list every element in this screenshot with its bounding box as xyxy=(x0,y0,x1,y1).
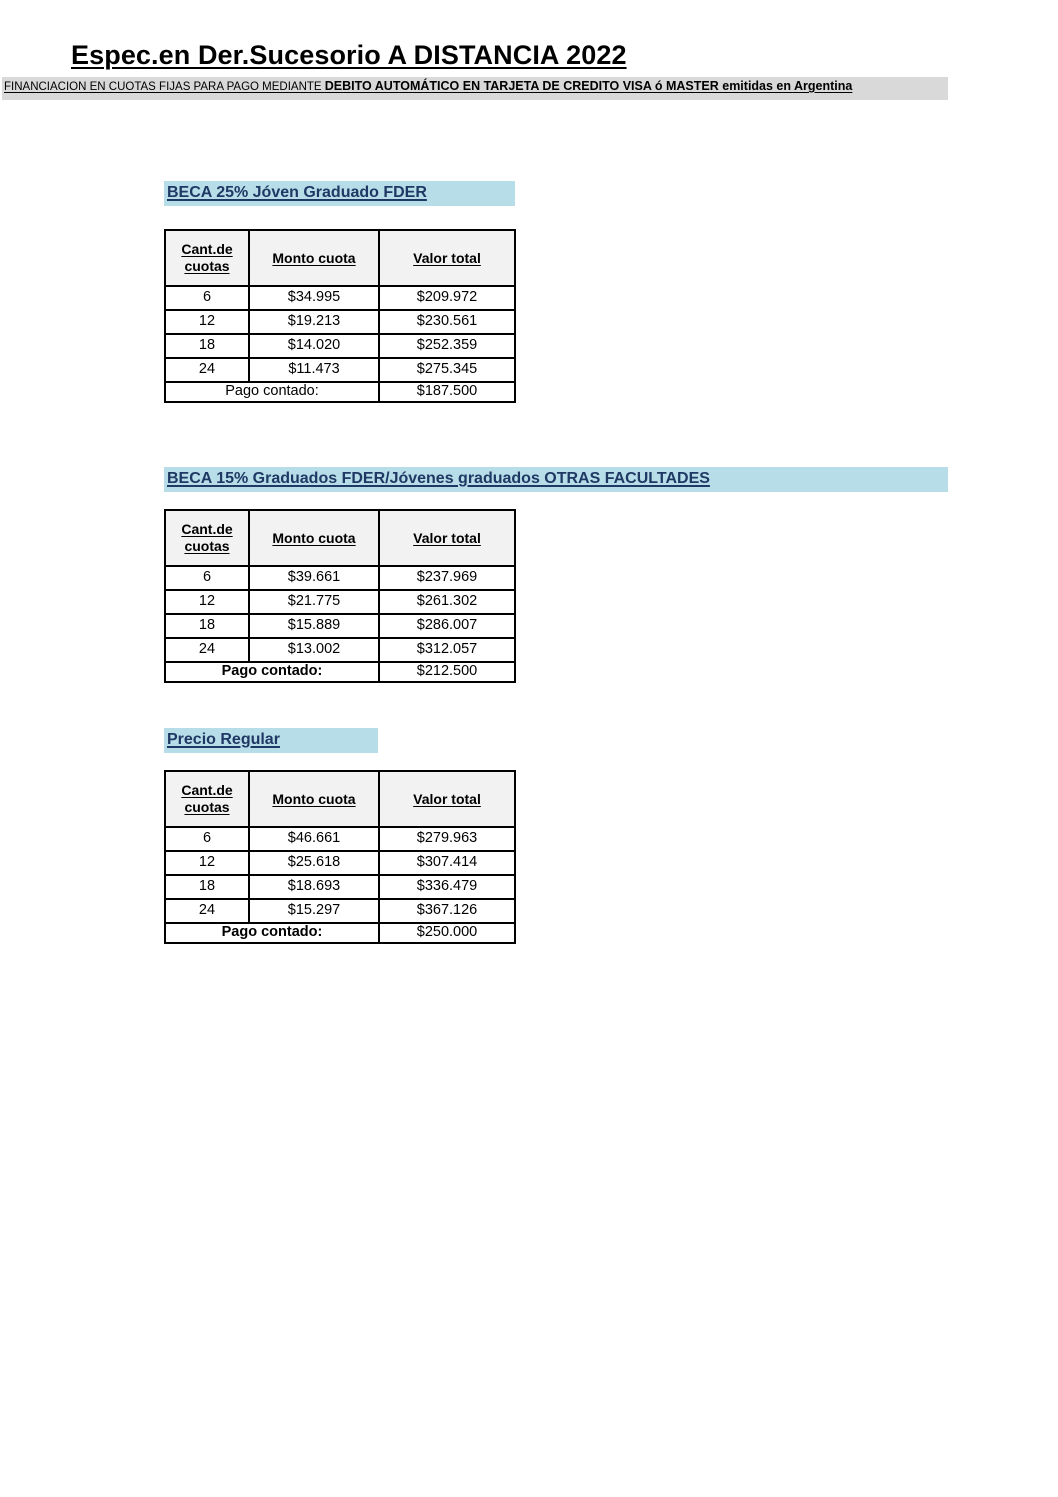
table-cell: $39.661 xyxy=(249,566,379,590)
contado-label: Pago contado: xyxy=(165,382,379,402)
table-cell: 24 xyxy=(165,899,249,923)
table-row xyxy=(165,827,515,851)
table-row xyxy=(165,875,515,899)
table-row xyxy=(165,851,515,875)
table-cell: 12 xyxy=(165,851,249,875)
contado-value: $187.500 xyxy=(379,382,515,402)
column-header-total: Valor total xyxy=(379,510,515,566)
table-cell: 18 xyxy=(165,334,249,358)
table-row xyxy=(165,286,515,310)
table-cell: $25.618 xyxy=(249,851,379,875)
section-heading-beca-15: BECA 15% Graduados FDER/Jóvenes graduados OTRAS FACULTADES xyxy=(164,467,948,492)
installment-table-beca-25 xyxy=(164,229,516,403)
table-cell: $286.007 xyxy=(379,614,515,638)
table-cell: 24 xyxy=(165,358,249,382)
contado-row xyxy=(165,923,515,943)
table-cell: 12 xyxy=(165,310,249,334)
column-header-monto: Monto cuota xyxy=(249,510,379,566)
subtitle-bold-text: DEBITO AUTOMÁTICO EN TARJETA DE CREDITO VISA ó MASTER emitidas en Argentina xyxy=(324,79,853,93)
table-cell: 18 xyxy=(165,875,249,899)
table-header-row xyxy=(165,510,515,566)
installment-table-precio-regular xyxy=(164,770,516,944)
table-cell: $336.479 xyxy=(379,875,515,899)
table-row xyxy=(165,334,515,358)
table-cell: $209.972 xyxy=(379,286,515,310)
column-header-total: Valor total xyxy=(379,230,515,286)
table-cell: $15.297 xyxy=(249,899,379,923)
table-cell: $279.963 xyxy=(379,827,515,851)
table-cell: $307.414 xyxy=(379,851,515,875)
table-cell: 6 xyxy=(165,827,249,851)
table-cell: 6 xyxy=(165,566,249,590)
table-cell: $312.057 xyxy=(379,638,515,662)
page-title: Espec.en Der.Sucesorio A DISTANCIA 2022 xyxy=(71,40,627,70)
column-header-cuotas: Cant.de cuotas xyxy=(165,771,249,827)
contado-value: $250.000 xyxy=(379,923,515,943)
table-cell: $18.693 xyxy=(249,875,379,899)
table-row xyxy=(165,358,515,382)
table-cell: $13.002 xyxy=(249,638,379,662)
table-cell: $261.302 xyxy=(379,590,515,614)
installment-table-beca-15 xyxy=(164,509,516,683)
table-cell: 6 xyxy=(165,286,249,310)
table-cell: $19.213 xyxy=(249,310,379,334)
subtitle-normal-text: FINANCIACION EN CUOTAS FIJAS PARA PAGO MEDIANTE xyxy=(4,81,325,93)
table-row xyxy=(165,310,515,334)
table-row xyxy=(165,614,515,638)
contado-label: Pago contado: xyxy=(165,662,379,682)
table-row xyxy=(165,638,515,662)
contado-row xyxy=(165,382,515,402)
contado-label: Pago contado: xyxy=(165,923,379,943)
section-heading-precio-regular: Precio Regular xyxy=(164,728,378,753)
table-cell: $11.473 xyxy=(249,358,379,382)
column-header-cuotas: Cant.de cuotas xyxy=(165,510,249,566)
column-header-total: Valor total xyxy=(379,771,515,827)
table-row xyxy=(165,590,515,614)
table-cell: $15.889 xyxy=(249,614,379,638)
table-cell: $21.775 xyxy=(249,590,379,614)
table-cell: $367.126 xyxy=(379,899,515,923)
table-row xyxy=(165,566,515,590)
table-cell: $230.561 xyxy=(379,310,515,334)
table-cell: 12 xyxy=(165,590,249,614)
table-cell: $237.969 xyxy=(379,566,515,590)
table-cell: $34.995 xyxy=(249,286,379,310)
table-cell: 24 xyxy=(165,638,249,662)
table-row xyxy=(165,899,515,923)
subtitle xyxy=(4,79,852,93)
column-header-monto: Monto cuota xyxy=(249,771,379,827)
column-header-cuotas: Cant.de cuotas xyxy=(165,230,249,286)
column-header-monto: Monto cuota xyxy=(249,230,379,286)
table-header-row xyxy=(165,771,515,827)
contado-value: $212.500 xyxy=(379,662,515,682)
table-cell: 18 xyxy=(165,614,249,638)
table-cell: $14.020 xyxy=(249,334,379,358)
table-cell: $252.359 xyxy=(379,334,515,358)
table-cell: $46.661 xyxy=(249,827,379,851)
section-heading-beca-25: BECA 25% Jóven Graduado FDER xyxy=(164,181,515,206)
contado-row xyxy=(165,662,515,682)
table-cell: $275.345 xyxy=(379,358,515,382)
table-header-row xyxy=(165,230,515,286)
